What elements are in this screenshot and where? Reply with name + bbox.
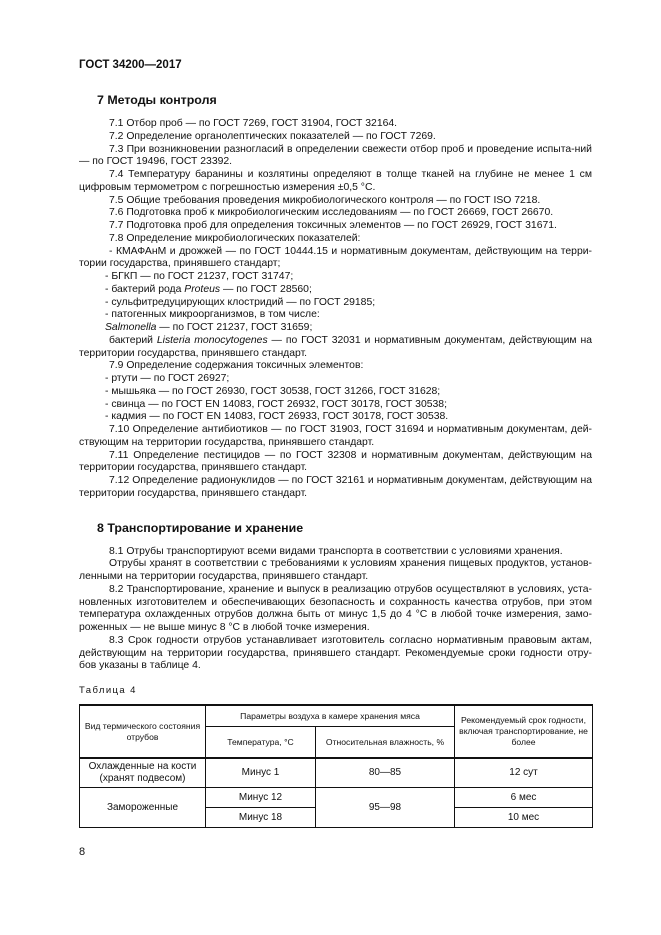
paragraph-7-1: 7.1 Отбор проб — по ГОСТ 7269, ГОСТ 31904, ГОСТ 32164. [109,118,398,129]
paragraph-8-3: 8.3 Срок годности отрубов устанавливает изготовитель согласно нормативным правовым актам, действующим на территории государства, принявшего стандарт. Рекомендуемые сроки годности отру-бов указаны в таблице 4. [79,634,592,672]
header-shelf-life: Рекомендуемый срок годности, включая транспортирование, не более [455,705,593,758]
paragraph-7-10: 7.10 Определение антибиотиков — по ГОСТ 31903, ГОСТ 31694 и нормативным документам, дей-ствующим на территории государства, принявшего стандарт. [79,424,592,448]
paragraph-7-8-d: - сульфитредуцирующих клостридий — по ГОСТ 29185; [105,296,376,308]
italic-term: Salmonella [105,322,157,333]
paragraph-8-1: 8.1 Отрубы транспортируют всеми видами транспорта в соответствии с условиями хранения. [109,545,563,557]
paragraph-7-12: 7.12 Определение радионуклидов — по ГОСТ 32161 и нормативным документам, действующим на территории государства, принявшего стандарт. [79,475,592,499]
paragraph-7-2: 7.2 Определение органолептических показателей — по ГОСТ 7269. [109,130,436,142]
paragraph-7-6: 7.6 Подготовка проб к микробиологическим исследованиям — по ГОСТ 26669, ГОСТ 26670. [109,207,554,219]
table-caption: Таблица 4 [79,685,137,696]
page-number: 8 [79,846,86,858]
paragraph-7-8-f [79,322,592,335]
paragraph-7-9-b: - мышьяка — по ГОСТ 26930, ГОСТ 30538, ГОСТ 31266, ГОСТ 31628; [105,385,441,397]
paragraph-8-1-b: Отрубы хранят в соответствии с требованиями к условиям хранения пищевых продуктов, установ-ленными на территории государства, принявшего стандарт. [79,558,592,582]
cell-temp-frozen-12: Минус 12 [206,788,316,808]
paragraph-7-8-b: - БГКП — по ГОСТ 21237, ГОСТ 31747; [105,271,294,282]
cell-temp-frozen-18: Минус 18 [206,808,316,828]
paragraph-7-11: 7.11 Определение пестицидов — по ГОСТ 32308 и нормативным документам, действующим на территории государства, принявшего стандарт. [79,449,592,474]
paragraph-7-8-e: - патогенных микроорганизмов, в том числе: [105,309,320,321]
cell-humidity-frozen: 95—98 [316,788,455,828]
italic-term: Proteus [184,283,221,295]
text-span: — по ГОСТ 21237, ГОСТ 31659; [156,322,313,333]
paragraph-7-5: 7.5 Общие требования проведения микробиологического контроля — по ГОСТ ISO 7218. [109,194,541,206]
paragraph-7-8: 7.8 Определение микробиологических показателей: [109,232,361,244]
cell-state-chilled: Охлажденные на кости (хранят подвесом) [80,758,206,788]
paragraph-7-8-g [79,335,592,361]
paragraph-7-4: 7.4 Температуру баранины и козлятины определяют в толще тканей на глубине не менее 1 см цифровым термометром с погрешностью измерения ±0,5 °С. [79,169,592,193]
paragraph-7-3: 7.3 При возникновении разногласий в определении свежести отбор проб и проведение испыта-ний — по ГОСТ 19496, ГОСТ 23392. [79,143,592,168]
table-row [80,788,593,808]
section-8-title: 8 Транспортирование и хранение [97,520,304,535]
paragraph-7-9: 7.9 Определение содержания токсичных элементов: [109,360,364,372]
paragraph-7-9-c: - свинца — по ГОСТ EN 14083, ГОСТ 26932, ГОСТ 30178, ГОСТ 30538; [105,398,447,410]
cell-humidity-chilled: 80—85 [316,758,455,788]
text-span: — по ГОСТ 28560; [220,283,312,295]
cell-shelf-chilled: 12 сут [455,758,593,788]
section-7-title: 7 Методы контроля [97,93,217,107]
document-header: ГОСТ 34200—2017 [79,59,182,71]
header-air-params: Параметры воздуха в камере хранения мяса [206,705,455,727]
document-body [79,93,592,828]
text-span: - бактерий рода [105,283,185,295]
text-span: — по ГОСТ 32031 и нормативным документам, действующим на территории государства, принявшего стандарт. [79,334,592,359]
paragraph-7-8-c [79,284,592,297]
paragraph-7-7: 7.7 Подготовка проб для определения токсичных элементов — по ГОСТ 26929, ГОСТ 31671. [109,220,557,231]
paragraph-7-9-a: - ртути — по ГОСТ 26927; [105,373,230,384]
paragraph-7-9-d: - кадмия — по ГОСТ EN 14083, ГОСТ 26933, ГОСТ 30178, ГОСТ 30538. [105,411,449,423]
header-temperature: Температура, °С [206,727,316,759]
table-header-row [80,705,593,727]
italic-term: Listeria monocytogenes [156,334,268,346]
cell-shelf-frozen-18: 10 мес [455,808,593,828]
paragraph-8-2: 8.2 Транспортирование, хранение и выпуск в реализацию отрубов осуществляют в условиях, уста-новленных изготовителем и обеспечивающих безопасность и сохранность качества отрубов, при этом температура охлажденных отрубов должна быть от минус 1,5 до 4 °С в любой точке измерения, замо-роженных — не выше минус 8 °С в любой точке измерения. [79,583,592,633]
paragraph-7-8-a: - КМАФАнМ и дрожжей — по ГОСТ 10444.15 и нормативным документам, действующим на терри-тории государства, принявшего стандарт; [79,245,592,270]
text-span: бактерий [109,334,157,346]
table-4 [79,704,593,828]
cell-shelf-frozen-12: 6 мес [455,788,593,808]
table-row [80,758,593,788]
cell-temp-chilled: Минус 1 [206,758,316,788]
cell-state-frozen: Замороженные [80,788,206,828]
header-state: Вид термического состояния отрубов [80,705,206,758]
header-humidity: Относительная влажность, % [316,727,455,759]
